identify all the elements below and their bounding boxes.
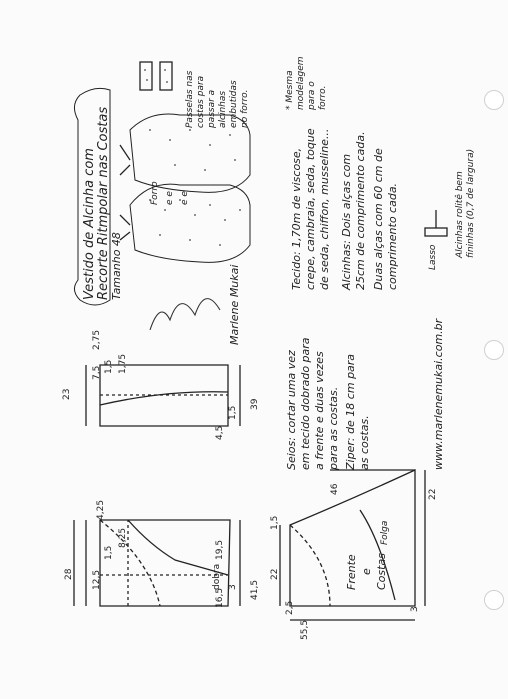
title-line-3: Tamanho 48 — [110, 232, 123, 300]
skirt-label-costas: Costas — [375, 553, 388, 590]
note-mirror-1: * Mesma — [285, 70, 295, 110]
dim-1-5b: 1,5 — [228, 405, 238, 420]
dim-1-5-right: 1,5 — [104, 359, 114, 374]
note-loops-6: no forro. — [240, 89, 250, 128]
dim-4-5: 4,5 — [215, 425, 225, 440]
dim-skirt-3: 3 — [410, 606, 420, 612]
skirt-label-e: e — [360, 568, 373, 575]
straps-line-1: Alcinhas: Dois alças com — [340, 153, 353, 290]
note-mirror-2: modelagem — [296, 56, 306, 110]
loop-piece — [140, 62, 152, 90]
strap-tube-label: Lasso — [428, 244, 438, 270]
skirt-label-folga: Folga — [380, 520, 390, 545]
dim-3: 3 — [228, 584, 238, 590]
website: www.marlenemukai.com.br — [432, 318, 445, 470]
bodice-text-6: as costas. — [358, 415, 371, 470]
note-loops-5: embutidas — [229, 80, 239, 128]
note-mirror-3: para o — [307, 81, 317, 110]
fabric-line-1: Tecido: 1,70m de viscose, — [290, 147, 303, 290]
strap-tube-line-1: Alcinhas rolitê bem — [455, 171, 465, 258]
bodice-text-3: a frente e duas vezes — [313, 351, 326, 470]
fold-label: dobra — [212, 563, 222, 590]
dress-label-e2: e e — [180, 191, 190, 205]
dim-7-5: 7,5 — [92, 365, 102, 380]
dim-skirt-2-5: 2,5 — [285, 600, 295, 615]
dim-19-5: 19,5 — [215, 539, 225, 560]
straps-line-4: comprimento cada. — [386, 182, 399, 290]
dim-2-75: 2,75 — [92, 329, 102, 350]
signature: Marlene Mukai — [228, 264, 241, 345]
skirt-label-frente: Frente — [345, 554, 358, 590]
dim-16-5: 16,5 — [215, 587, 225, 608]
fabric-line-2: crepe, cambraia, seda, toque — [304, 128, 317, 290]
strap-tube-line-2: fininhas (0,7 de largura) — [466, 148, 476, 258]
bodice-text-5: Ziper: de 18 cm para — [344, 353, 357, 470]
dim-39: 39 — [250, 398, 260, 410]
dim-41-5: 41,5 — [250, 579, 260, 600]
dim-skirt-46: 46 — [330, 483, 340, 495]
title-line-2: Recorte Ritmpolar nas Costas — [96, 106, 111, 300]
note-loops-3: passar a — [207, 89, 217, 128]
dim-skirt-22: 22 — [270, 568, 280, 580]
note-loops-1: Passelas nas — [185, 70, 195, 128]
loop-piece — [160, 62, 172, 90]
note-loops-4: alcinhas — [218, 90, 228, 128]
dim-4-25: 4,25 — [96, 499, 106, 520]
dim-skirt-1-5: 1,5 — [270, 515, 280, 530]
dim-skirt-22b: 22 — [428, 488, 438, 500]
dress-label-ee: e e — [165, 191, 175, 205]
dim-23: 23 — [62, 388, 72, 400]
title-line-1: Vestido de Alcinha com — [82, 148, 97, 300]
bodice-text-1: Seios: cortar uma vez — [285, 350, 298, 470]
straps-line-3: Duas alças com 60 cm de — [372, 148, 385, 290]
straps-line-2: 25cm de comprimento cada. — [354, 131, 367, 290]
bodice-text-2: em tecido dobrado para — [299, 337, 312, 470]
signature-scribble — [150, 299, 220, 330]
fabric-line-3: de seda, chiffon, musseline... — [318, 128, 331, 290]
bodice-text-4: para as costas. — [327, 386, 340, 470]
dim-8-25: 8,25 — [118, 527, 128, 548]
dim-1-75: 1,75 — [118, 353, 128, 374]
dim-12-5: 12,5 — [92, 569, 102, 590]
note-mirror-4: forro. — [318, 85, 328, 110]
dim-skirt-55-5: 55,5 — [300, 619, 310, 640]
dim-1-5: 1,5 — [104, 545, 114, 560]
dress-label-forro: Forro — [150, 181, 160, 205]
strap-tube — [425, 228, 447, 236]
dim-28: 28 — [64, 568, 74, 580]
note-loops-2: costas para — [196, 75, 206, 128]
dress-sketch-front — [130, 184, 250, 262]
